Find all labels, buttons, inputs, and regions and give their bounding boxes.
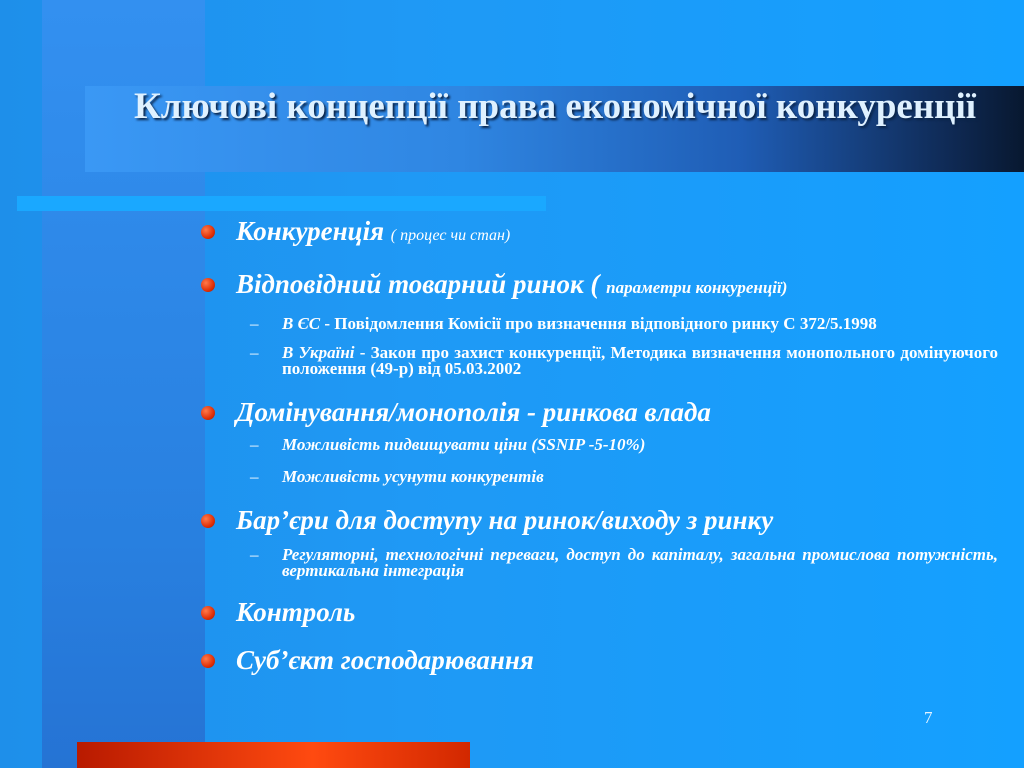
list-item [198,597,998,627]
item-text: Контроль [236,597,356,627]
sub-item [198,547,998,579]
item-text: Бар’єри для доступу на ринок/виходу з ринку [236,505,774,535]
sub-item-text: - Закон про захист конкуренції, Методика визначення монопольного домінуючого положення (49-р) від 05.03.2002 [282,343,998,378]
round-bullet-icon [201,514,215,528]
accent-bar [17,196,546,211]
sub-item [198,437,998,453]
item-note: ( процес чи стан) [390,227,511,244]
dash-icon: – [250,314,259,333]
list-item [198,505,998,535]
sub-item [198,345,998,377]
round-bullet-icon [201,606,215,620]
round-bullet-icon [201,406,215,420]
item-text: Відповідний товарний ринок ( [236,269,600,299]
list-item [198,216,998,251]
dash-icon: – [250,435,259,454]
sub-item [198,469,998,485]
round-bullet-icon [201,225,215,239]
sub-item-text: Можливість усунути конкурентів [282,467,544,486]
item-text: Конкуренція [236,216,384,246]
item-note: параметри конкуренції) [606,278,788,297]
sub-item-lead: В Україні [282,343,355,362]
sub-item-text: Регуляторні, технологічні переваги, доступ до капіталу, загальна промислова потужність, вертикальна інтеграція [282,545,998,580]
round-bullet-icon [201,278,215,292]
list-item [198,269,998,303]
list-item [198,397,998,427]
slide-title: Ключові концепції права економічної конкуренції [133,86,977,127]
page-number: 7 [924,708,933,727]
bottom-decor-bar [77,742,470,768]
dash-icon: – [250,343,259,362]
dash-icon: – [250,467,259,486]
dash-icon: – [250,545,259,564]
round-bullet-icon [201,654,215,668]
sub-item-text: - Повідомлення Комісії про визначення відповідного ринку С 372/5.1998 [320,314,877,333]
item-text: Домінування/монополія - ринкова влада [236,397,711,427]
bullet-list [198,212,998,675]
item-text: Суб’єкт господарювання [236,645,534,675]
sub-item-text: Можливість пидвищувати ціни (SSNIP -5-10%) [282,435,646,454]
list-item [198,645,998,675]
sub-item-lead: В ЄС [282,314,321,333]
sub-item [198,316,998,332]
